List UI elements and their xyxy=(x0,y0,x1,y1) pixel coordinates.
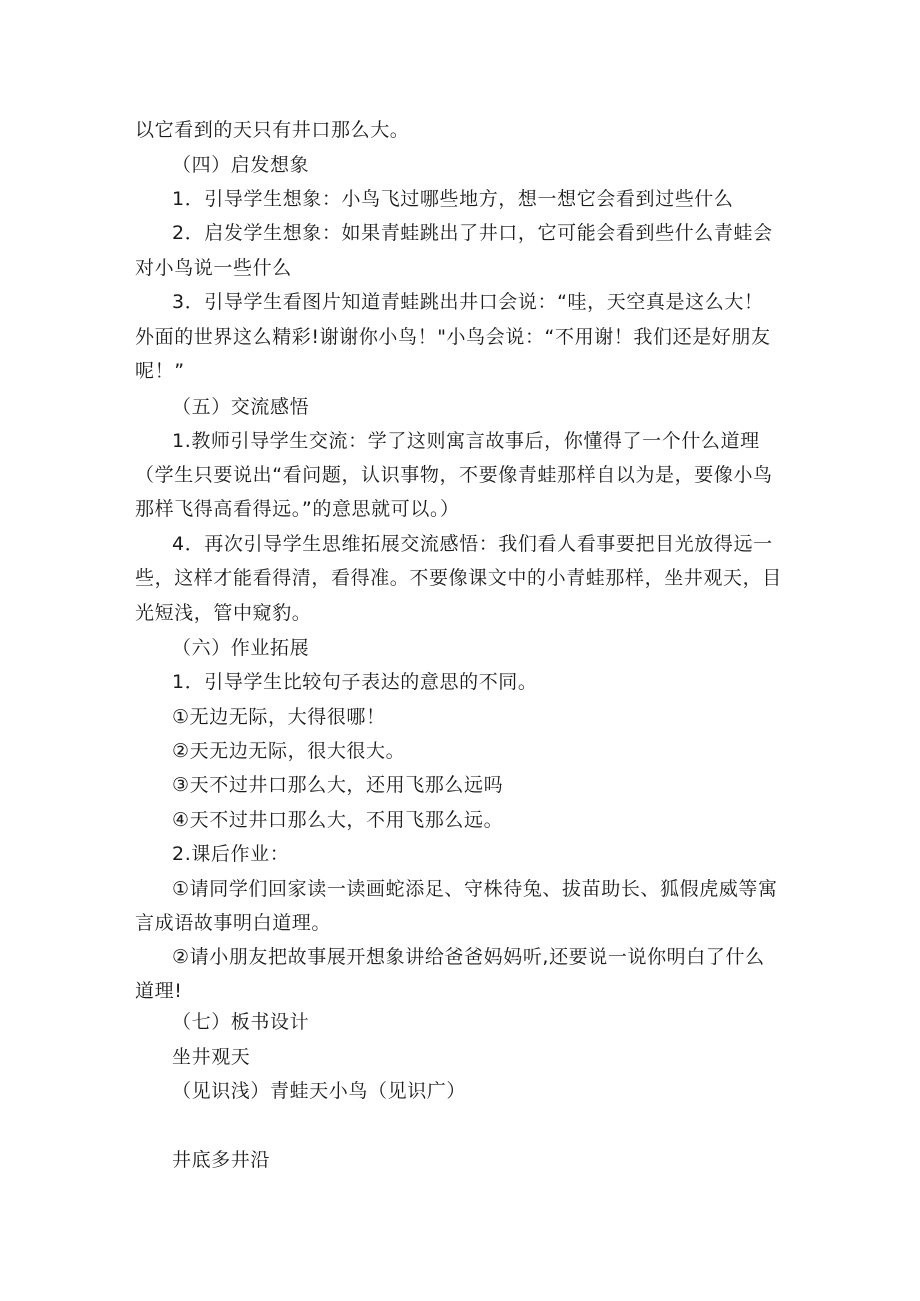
board-line: （见识浅）青蛙天小鸟（见识广） xyxy=(172,1080,467,1102)
list-item: 2．启发学生想象：如果青蛙跳出了井口，它可能会看到些什么青蛙会 xyxy=(172,222,773,244)
paragraph-line: 那样飞得高看得远。”的意思就可以。） xyxy=(135,498,460,520)
list-item: 4．再次引导学生思维拓展交流感悟：我们看人看事要把目光放得远一 xyxy=(172,533,773,555)
paragraph-line: 些，这样才能看得清，看得准。不要像课文中的小青蛙那样，坐井观天，目 xyxy=(135,567,782,589)
list-item: ②天无边无际，很大很大。 xyxy=(172,740,406,762)
paragraph-line: 外面的世界这么精彩!谢谢你小鸟！"小鸟会说：“不用谢！我们还是好朋友 xyxy=(135,326,771,348)
paragraph-line: 对小鸟说一些什么 xyxy=(135,257,292,279)
section-heading-four: （四）启发想象 xyxy=(172,154,310,176)
list-item: ③天不过井口那么大，还用飞那么远吗 xyxy=(172,774,504,796)
section-heading-five: （五）交流感悟 xyxy=(172,396,310,418)
list-item: 2.课后作业： xyxy=(172,843,290,865)
list-item: 1.教师引导学生交流：学了这则寓言故事后，你懂得了一个什么道理 xyxy=(172,430,760,452)
list-item: ②请小朋友把故事展开想象讲给爸爸妈妈听,还要说一说你明白了什么 xyxy=(172,946,765,968)
paragraph-line: 言成语故事明白道理。 xyxy=(135,912,332,934)
list-item: 1．引导学生想象：小鸟飞过哪些地方，想一想它会看到过些什么 xyxy=(172,188,734,210)
list-item: ④天不过井口那么大，不用飞那么远。 xyxy=(172,809,504,831)
list-item: ①无边无际，大得很哪！ xyxy=(172,706,386,728)
section-heading-seven: （七）板书设计 xyxy=(172,1011,310,1033)
list-item: 1．引导学生比较句子表达的意思的不同。 xyxy=(172,671,538,693)
paragraph-line: 呢！” xyxy=(135,360,185,382)
board-line: 井底多井沿 xyxy=(172,1149,271,1171)
paragraph-line: 道理! xyxy=(135,980,183,1002)
paragraph-line: 光短浅，管中窥豹。 xyxy=(135,602,312,624)
paragraph-line: 以它看到的天只有井口那么大。 xyxy=(135,119,410,141)
list-item: ①请同学们回家读一读画蛇添足、守株待兔、拔苗助长、狐假虎威等寓 xyxy=(172,878,778,900)
paragraph-line: （学生只要说出“看问题，认识事物，不要像青蛙那样自以为是，要像小鸟 xyxy=(135,464,773,486)
board-title: 坐井观天 xyxy=(172,1046,251,1068)
list-item: 3．引导学生看图片知道青蛙跳出井口会说：“哇，天空真是这么大！ xyxy=(172,291,764,313)
section-heading-six: （六）作业拓展 xyxy=(172,637,310,659)
